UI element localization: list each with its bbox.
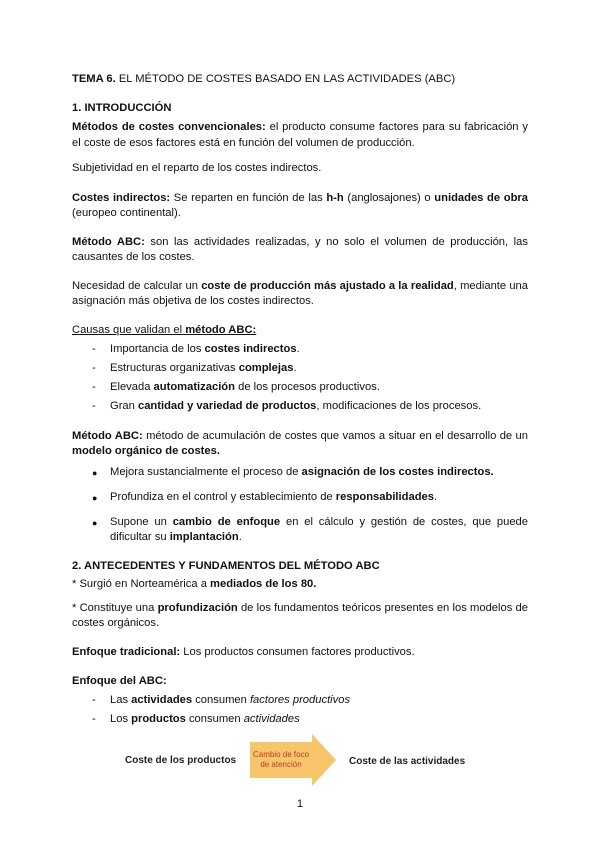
abc-def-line2: causantes de los costes. — [72, 251, 195, 263]
abc-approach-item-2: Los productos consumen actividades — [110, 713, 300, 725]
bullet-dot-icon: ● — [92, 493, 98, 503]
deepening-line1: * Constituye una profundización de los fundamentos teóricos presentes en los modelos de — [72, 602, 528, 614]
doc-title: TEMA 6. EL MÉTODO DE COSTES BASADO EN LAS ACTIVIDADES (ABC) — [72, 73, 456, 85]
dash-bullet: - — [92, 713, 96, 725]
dash-bullet: - — [92, 362, 96, 374]
dash-bullet: - — [92, 381, 96, 393]
abc-bullet-3-line1: Supone un cambio de enfoque en el cálculo y gestión de costes, que puede — [110, 516, 529, 528]
dash-bullet: - — [92, 343, 96, 355]
indirect-costs-line2: (europeo continental). — [72, 207, 181, 219]
deepening-line2: costes orgánicos. — [72, 617, 160, 629]
abc-approach-heading: Enfoque del ABC: — [72, 675, 167, 687]
dash-bullet: - — [92, 694, 96, 706]
abc-approach-item-1: Las actividades consumen factores productivos — [110, 694, 351, 706]
abc-bullet-3-line2: dificultar su implantación. — [110, 531, 242, 543]
page-number: 1 — [296, 798, 304, 810]
cause-item-4: Gran cantidad y variedad de productos, modificaciones de los procesos. — [110, 400, 482, 412]
abc-accum-line2: modelo orgánico de costes. — [72, 445, 220, 457]
abc-def-line1: Método ABC: son las actividades realizadas, y no solo el volumen de producción, las — [72, 236, 528, 248]
abc-accum-line1: Método ABC: método de acumulación de costes que vamos a situar en el desarrollo de un — [72, 430, 528, 442]
abc-bullet-1: Mejora sustancialmente el proceso de asignación de los costes indirectos. — [110, 466, 494, 478]
diagram-arrow-label-1: Cambio de foco — [252, 750, 310, 759]
abc-bullet-2: Profundiza en el control y establecimiento de responsabilidades. — [110, 491, 438, 503]
necessity-line1: Necesidad de calcular un coste de producción más ajustado a la realidad, mediante una — [72, 280, 529, 292]
necessity-line2: asignación más objetiva de los costes indirectos. — [72, 295, 314, 307]
indirect-costs-line1: Costes indirectos: Se reparten en función de las h-h (anglosajones) o unidades de obra — [72, 192, 529, 204]
cause-item-3: Elevada automatización de los procesos productivos. — [110, 381, 380, 393]
conv-methods-line1: Métodos de costes convencionales: el producto consume factores para su fabricación y — [72, 121, 528, 133]
cause-item-2: Estructuras organizativas complejas. — [110, 362, 297, 374]
section-1-heading: 1. INTRODUCCIÓN — [72, 102, 172, 114]
bullet-dot-icon: ● — [92, 468, 98, 478]
section-2-heading: 2. ANTECEDENTES Y FUNDAMENTOS DEL MÉTODO ABC — [72, 560, 380, 572]
cause-item-1: Importancia de los costes indirectos. — [110, 343, 300, 355]
diagram-arrow-label-2: de atención — [260, 760, 302, 769]
origin-text: * Surgió en Norteamérica a mediados de los 80. — [72, 578, 317, 590]
focus-change-diagram — [120, 732, 480, 792]
dash-bullet: - — [92, 400, 96, 412]
causes-heading: Causas que validan el método ABC: — [72, 324, 257, 336]
subjectivity-text: Subjetividad en el reparto de los costes indirectos. — [72, 162, 322, 174]
traditional-approach: Enfoque tradicional: Los productos consumen factores productivos. — [72, 646, 415, 658]
diagram-right-label: Coste de las actividades — [349, 756, 466, 767]
bullet-dot-icon: ● — [92, 518, 98, 528]
conv-methods-line2: el coste de esos factores está en función del volumen de producción. — [72, 137, 415, 149]
diagram-left-label: Coste de los productos — [125, 755, 237, 766]
